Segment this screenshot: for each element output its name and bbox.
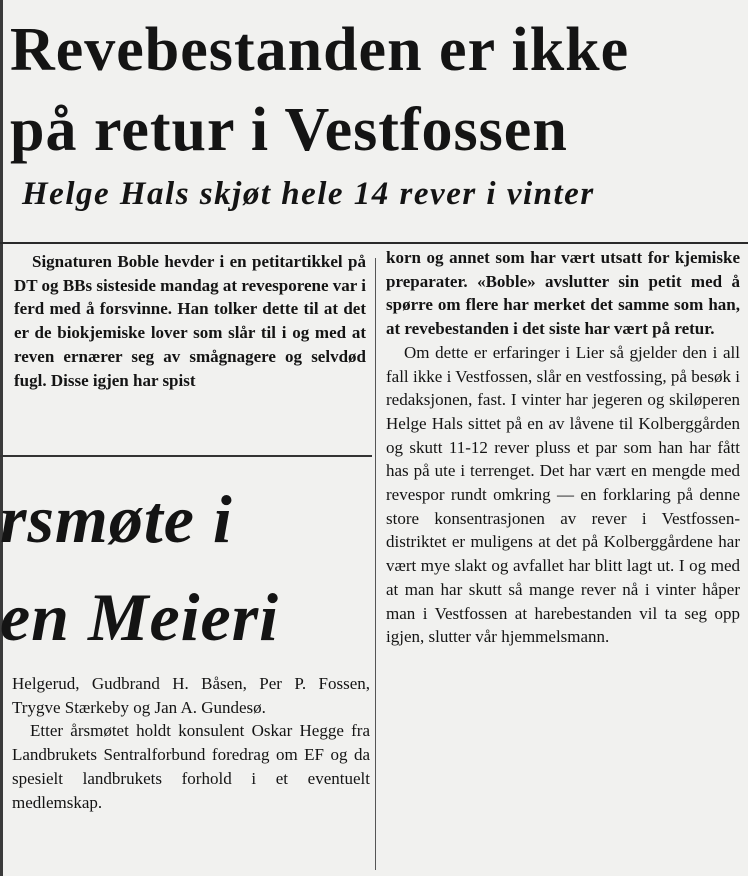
page-edge — [0, 0, 3, 876]
article-left-column — [14, 250, 366, 392]
top-divider — [0, 242, 748, 244]
headline-line-2: på retur i Vestfossen — [10, 96, 568, 164]
left-column-text: Signaturen Boble hevder i en petitartikkel på DT og BBs sisteside mandag at revesporene var i ferd med å forsvinne. Han tolker dette til at det er de biokjemiske lover som slår til i og med at reven ernærer seg av smågnagere og selvdød fugl. Disse igjen har spist — [14, 252, 366, 390]
right-column-paragraph-1: korn og annet som har vært utsatt for kjemiske preparater. «Boble» avslutter sin petit med å spørre om flere har merket det samme som han, at revebestanden i det siste har vært på retur. — [386, 248, 740, 339]
right-column-paragraph-2: Om dette er erfaringer i Lier så gjelder den i all fall ikke i Vestfossen, slår en vestfossing, på besøk i redaksjonen, fast. I vinter har jegeren og skiløperen Helge Hals sittet på en av låvene til Kolberggården og skutt 11-12 rever pluss et par som han har fått has på ute i terrenget. Det har vært en mengde med revespor rundt omkring — en forklaring på denne store konsentrasjonen av rever i Vestfossen-distriktet er muligens at det på Kolberggårdene har vært mye slakt og avfallet har blitt lagt ut. I og med at man har skutt så mange rever nå i vinter håper man i Vestfossen at harebestanden vil ta seg opp igjen, slutter vår hjemmelsmann. — [386, 342, 740, 647]
article-right-column — [386, 246, 740, 649]
second-headline-line-1: rsmøte i — [0, 481, 233, 557]
subheadline: Helge Hals skjøt hele 14 rever i vinter — [22, 176, 595, 212]
headline-line-1: Revebestanden er ikke — [10, 16, 630, 84]
second-headline-line-2: en Meieri — [0, 579, 280, 655]
column-divider — [375, 258, 376, 870]
second-article-paragraph-2: Etter årsmøtet holdt konsulent Oskar Hegge fra Landbrukets Sentralforbund foredrag om EF og da spesielt landbrukets forhold i et eventuelt medlemskap. — [12, 721, 370, 812]
mid-divider — [0, 455, 372, 457]
second-article-text — [12, 672, 370, 814]
second-article-paragraph-1: Helgerud, Gudbrand H. Båsen, Per P. Fossen, Trygve Stærkeby og Jan A. Gundesø. — [12, 674, 370, 717]
main-headline — [10, 10, 740, 170]
second-headline-area — [0, 470, 372, 670]
